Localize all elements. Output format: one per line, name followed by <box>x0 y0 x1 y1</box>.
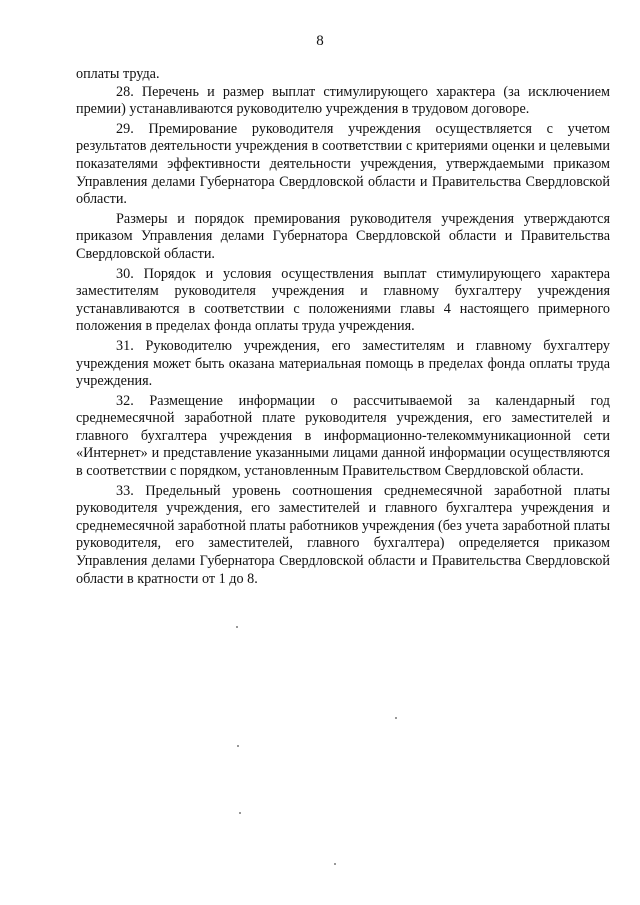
scan-speck <box>334 863 336 865</box>
paragraph-32: 32. Размещение информации о рассчитываемой за календарный год среднемесячной заработной плате руководителя учреждения, его заместителей и главного бухгалтера учреждения в информационно-телекоммуникационной сети «Интернет» и представление указанными лицами данной информации осуществляются в соответствии с порядком, установленным Правительством Свердловской области. <box>76 392 610 480</box>
page-number: 8 <box>316 33 324 49</box>
paragraph-30: 30. Порядок и условия осуществления выплат стимулирующего характера заместителям руководителя учреждения и главному бухгалтеру учреждения устанавливаются в соответствии с положениями главы 4 настоящего примерного положения в пределах фонда оплаты труда учреждения. <box>76 265 610 335</box>
scan-speck <box>237 745 239 747</box>
scan-speck <box>239 812 241 814</box>
paragraph-33: 33. Предельный уровень соотношения среднемесячной заработной платы руководителя учреждения, его заместителей и главного бухгалтера учреждения и среднемесячной заработной платы работников учреждения (без учета заработной платы руководителя, его заместителей, главного бухгалтера) определяется приказом Управления делами Губернатора Свердловской области и Правительства Свердловской области в кратности от 1 до 8. <box>76 482 610 587</box>
paragraph-29-premium-order: Размеры и порядок премирования руководителя учреждения утверждаются приказом Управления делами Губернатора Свердловской области и Правительства Свердловской области. <box>76 210 610 262</box>
paragraph-continuation: оплаты труда. <box>76 66 160 82</box>
document-body <box>76 66 610 588</box>
scan-speck <box>236 626 238 628</box>
scan-speck <box>395 717 397 719</box>
paragraph-29: 29. Премирование руководителя учреждения осуществляется с учетом результатов деятельности учреждения в соответствии с критериями оценки и целевыми показателями эффективности деятельности учреждения, утверждаемыми приказом Управления делами Губернатора Свердловской области и Правительства Свердловской области. <box>76 120 610 208</box>
paragraph-31: 31. Руководителю учреждения, его заместителям и главному бухгалтеру учреждения может быть оказана материальная помощь в пределах фонда оплаты труда учреждения. <box>76 337 610 390</box>
paragraph-28: 28. Перечень и размер выплат стимулирующего характера (за исключением премии) устанавливаются руководителю учреждения в трудовом договоре. <box>76 83 610 118</box>
